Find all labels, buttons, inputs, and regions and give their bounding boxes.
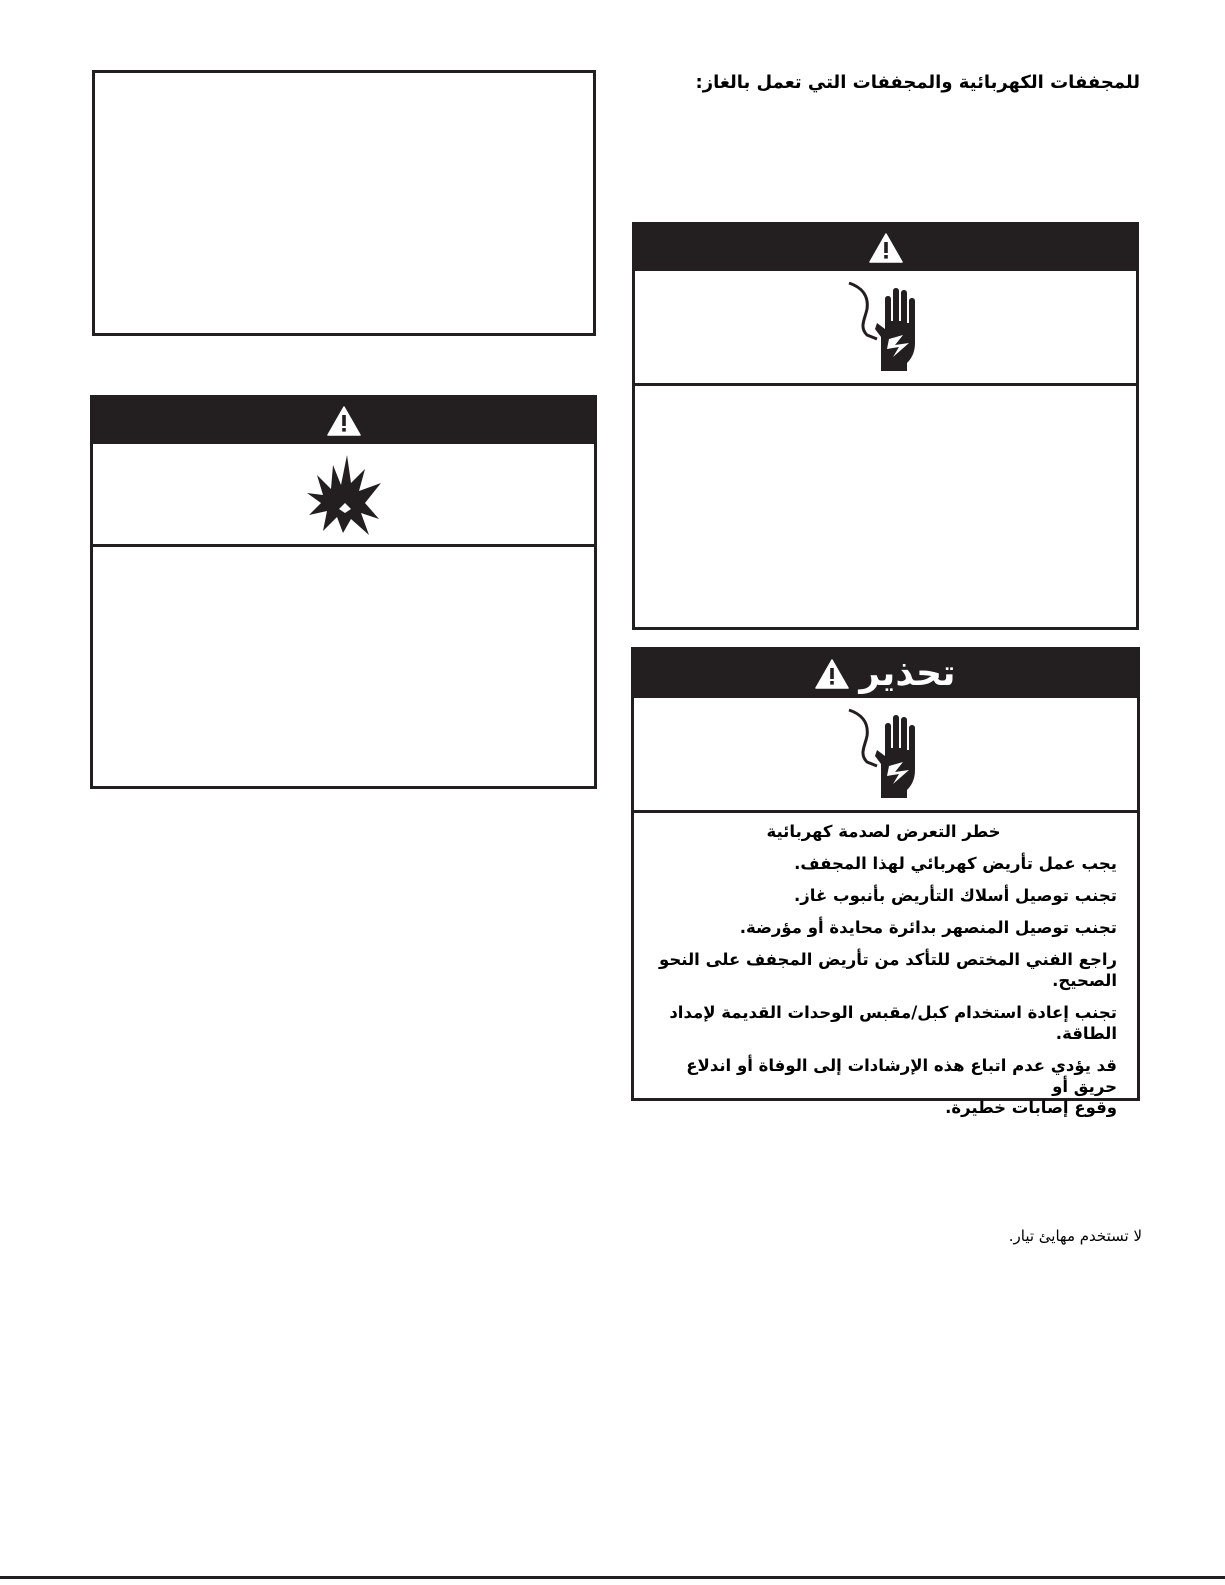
warning-body xyxy=(634,813,1137,1118)
warning-box xyxy=(631,647,1140,1117)
warning-line: تجنب إعادة استخدام كبل/مقبس الوحدات القديمة لإمداد الطاقة. xyxy=(669,1003,1117,1043)
warning-triangle-icon xyxy=(869,233,903,263)
warning-consequence xyxy=(650,1055,1117,1118)
shock-hazard-box xyxy=(632,222,1139,630)
explosion-box-header xyxy=(93,398,594,444)
electric-shock-hand-icon xyxy=(841,277,931,377)
warning-box-header xyxy=(634,650,1137,698)
warning-triangle-icon xyxy=(327,406,361,436)
warning-symbol-row xyxy=(634,698,1137,813)
explosion-hazard-box xyxy=(90,395,597,789)
adapter-note: لا تستخدم مهايئ تيار. xyxy=(1008,1227,1142,1245)
shock-box-header xyxy=(635,225,1136,271)
section-heading: للمجففات الكهربائية والمجففات التي تعمل بالغاز: xyxy=(695,72,1140,93)
warning-consequence-line-1: قد يؤدي عدم اتباع هذه الإرشادات إلى الوفاة أو اندلاع حريق أو xyxy=(686,1056,1117,1096)
blank-info-box xyxy=(92,70,596,336)
warning-line: تجنب توصيل أسلاك التأريض بأنبوب غاز. xyxy=(794,886,1117,905)
warning-line: تجنب توصيل المنصهر بدائرة محايدة أو مؤرضة. xyxy=(739,918,1117,937)
explosion-icon xyxy=(299,449,389,539)
warning-title: تحذير xyxy=(859,653,956,694)
warning-consequence-line-2: وقوع إصابات خطيرة. xyxy=(945,1098,1117,1117)
warning-triangle-icon xyxy=(815,659,849,689)
electric-shock-hand-icon xyxy=(841,704,931,804)
shock-symbol-row xyxy=(635,271,1136,386)
warning-line: يجب عمل تأريض كهربائي لهذا المجفف. xyxy=(794,854,1117,873)
warning-body-title: خطر التعرض لصدمة كهربائية xyxy=(766,822,1001,841)
footer-rule xyxy=(0,1576,1225,1579)
warning-line: راجع الفني المختص للتأكد من تأريض المجفف على النحو الصحيح. xyxy=(659,950,1117,990)
explosion-symbol-row xyxy=(93,444,594,547)
